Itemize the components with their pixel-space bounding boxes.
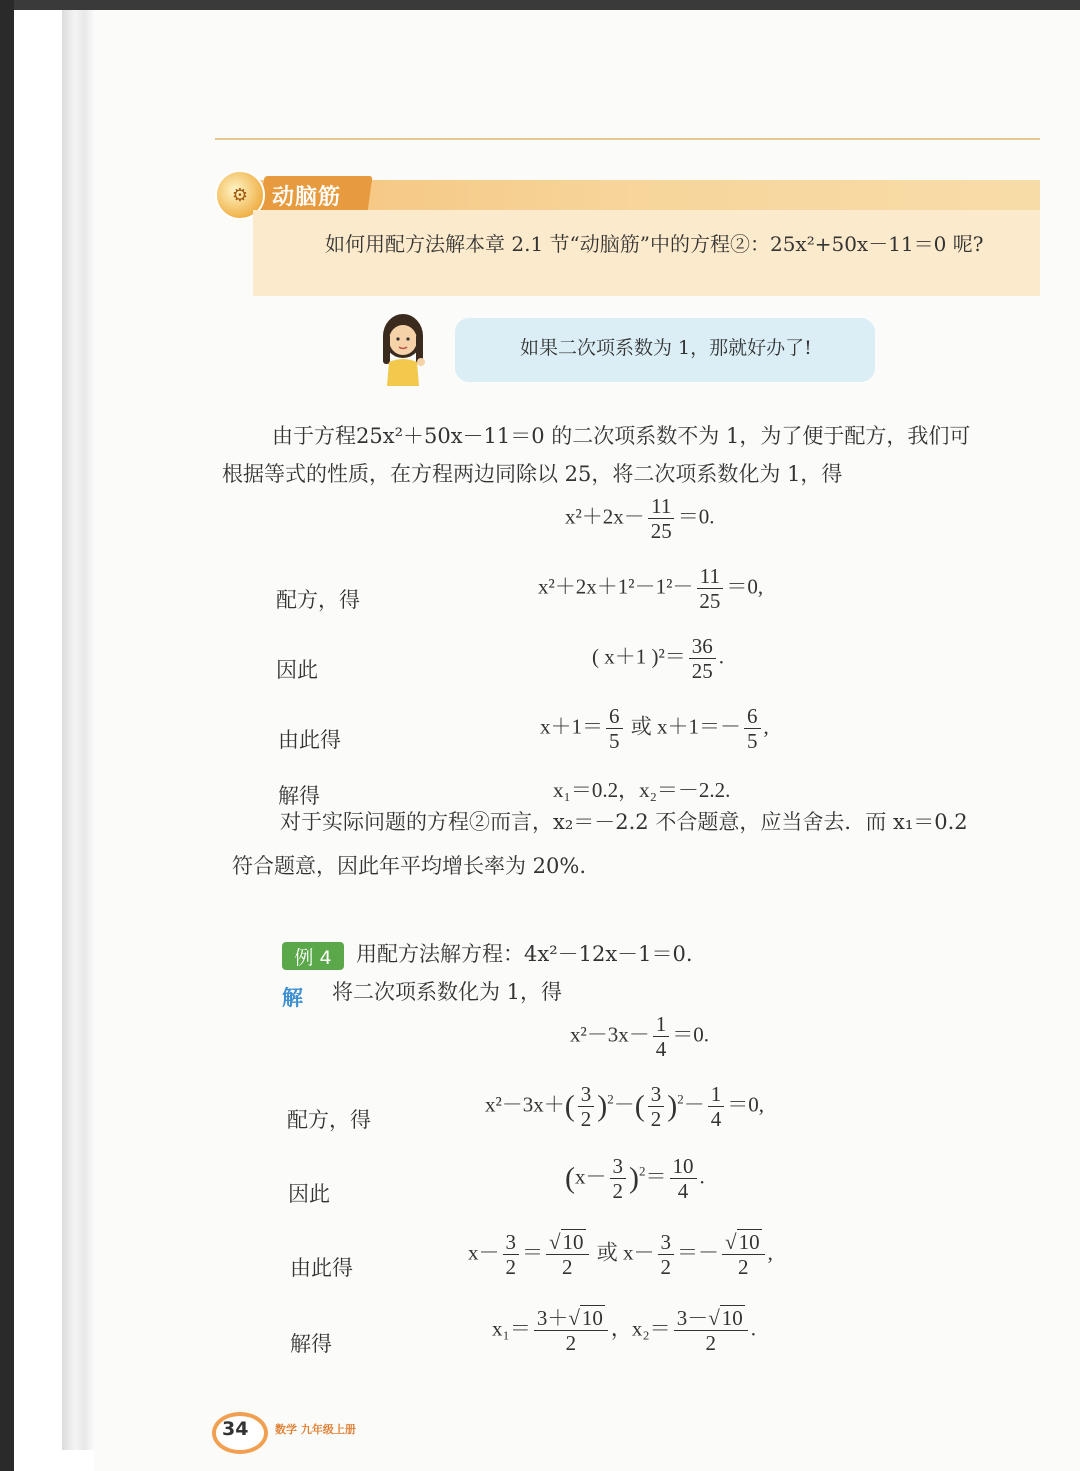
label-solve: 解得 <box>278 784 320 808</box>
page-edge <box>62 10 94 1450</box>
section-title: 动脑筋 <box>272 185 342 210</box>
label-therefore: 因此 <box>276 658 318 682</box>
intro-line-1: 由于方程25x²＋50x－11＝0 的二次项系数不为 1，为了便于配方，我们可 <box>272 424 971 448</box>
example-label-therefore: 因此 <box>288 1182 330 1206</box>
solution-intro: 将二次项系数化为 1，得 <box>332 980 563 1004</box>
example-equation-normalized: x²－3x－ $\frac{1}{4}$ ＝0. <box>570 1012 710 1062</box>
question-text: 如何用配方法解本章 2.1 节“动脑筋”中的方程②：25x²+50x－11＝0 呢? <box>325 232 984 256</box>
gear-bulb-icon: ⚙ <box>215 170 265 220</box>
book-title: 数学 九年级上册 <box>275 1423 356 1436</box>
label-hence: 由此得 <box>278 728 341 752</box>
conclusion-line-2: 符合题意，因此年平均增长率为 20%. <box>232 854 587 878</box>
scan-border-left <box>0 0 14 1471</box>
equation-roots-form: x＋1＝ $\frac{6}{5}$ 或 x＋1＝－ $\frac{6}{5}$ , <box>540 704 769 754</box>
equation-solutions: x₁＝0.2，x₂＝－2.2. <box>553 778 731 802</box>
equation-complete-square: x²＋2x＋1²－1²－ $\frac{11}{25}$ ＝0, <box>538 564 764 614</box>
speech-bubble-text: 如果二次项系数为 1，那就好办了! <box>520 337 812 359</box>
example-label-hence: 由此得 <box>290 1256 353 1280</box>
label-complete-square: 配方，得 <box>276 588 360 612</box>
conclusion-line-1: 对于实际问题的方程②而言，x₂＝－2.2 不合题意，应当舍去．而 x₁＝0.2 <box>280 810 968 834</box>
example-equation-complete-square: x²－3x＋( $\frac{3}{2}$ )$^2$－( $\frac{3}{2}$ )$^2$－ $\frac{1}{4}$ ＝0, <box>485 1082 765 1132</box>
solution-label: 解 <box>282 986 303 1010</box>
example-label-complete-square: 配方，得 <box>287 1108 371 1132</box>
page-number: 34 <box>222 1418 249 1440</box>
scan-border-top <box>14 0 1080 10</box>
example-equation-square-form: (x－ $\frac{3}{2}$ )$^2$＝ $\frac{10}{4}$ . <box>565 1154 705 1204</box>
example-statement: 用配方法解方程：4x²－12x－1＝0. <box>356 942 693 966</box>
example-equation-solutions: x₁＝ $\frac{3+√10}{2}$ ，x₂＝ $\frac{3-√10}{2}$ . <box>492 1306 756 1356</box>
header-rule <box>215 138 1040 140</box>
example-tag: 例 4 <box>282 942 344 970</box>
equation-normalized: x²＋2x－ $\frac{11}{25}$ ＝0. <box>565 494 715 544</box>
equation-square-form: ( x＋1 )²＝ $\frac{36}{25}$ . <box>592 634 725 684</box>
intro-line-2: 根据等式的性质，在方程两边同除以 25，将二次项系数化为 1，得 <box>222 462 843 486</box>
girl-illustration-icon <box>375 312 431 388</box>
example-label-solve: 解得 <box>290 1332 332 1356</box>
example-equation-roots-form: x－ $\frac{3}{2}$ ＝ $\frac{√10}{2}$ 或 x－ $\frac{3}{2}$ ＝－ $\frac{√10}{2}$ , <box>468 1230 773 1280</box>
